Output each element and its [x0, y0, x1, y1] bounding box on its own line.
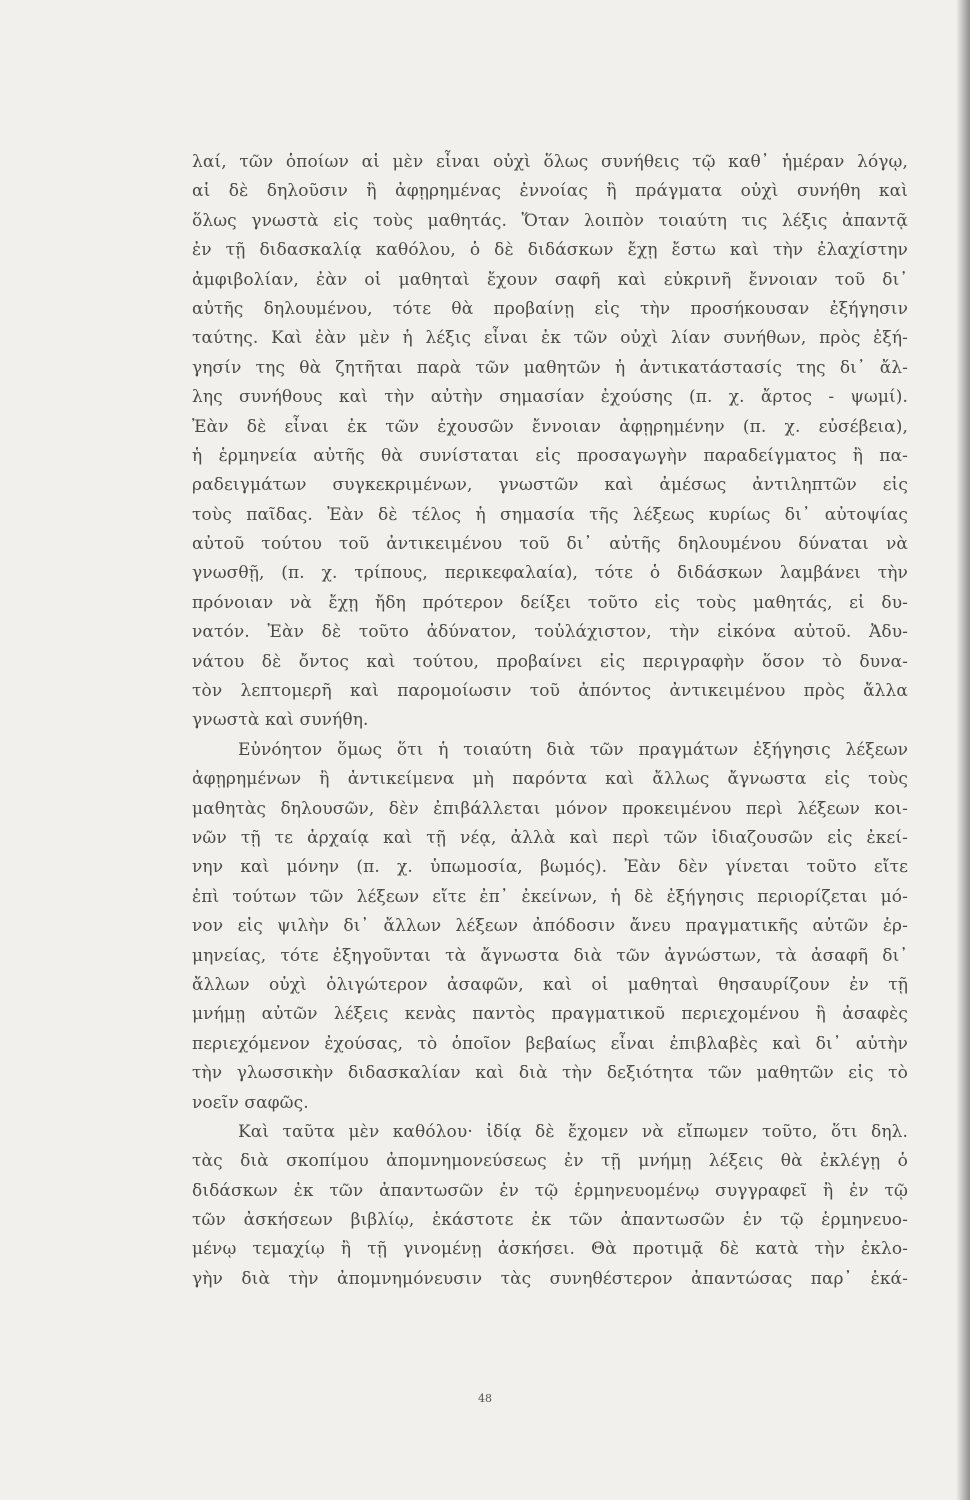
paragraph-3	[192, 1118, 908, 1294]
text-line: Καὶ ταῦτα μὲν καθόλου· ἰδίᾳ δὲ ἔχομεν νὰ εἴπωμεν τοῦτο, ὅτι δηλ.	[238, 1121, 908, 1142]
text-line: μένῳ τεμαχίῳ ἢ τῇ γινομένῃ ἀσκήσει. Θὰ προτιμᾷ δὲ κατὰ τὴν ἐκλο-	[192, 1239, 908, 1260]
text-line: ἐν τῇ διδασκαλίᾳ καθόλου, ὁ δὲ διδάσκων ἔχῃ ἔστω καὶ τὴν ἐλαχίστην	[192, 240, 908, 261]
text-line: νῶν τῇ τε ἀρχαίᾳ καὶ τῇ νέᾳ, ἀλλὰ καὶ περὶ τῶν ἰδιαζουσῶν εἰς ἐκεί-	[192, 827, 908, 848]
text-line: λαί, τῶν ὁποίων αἱ μὲν εἶναι οὐχὶ ὅλως συνήθεις τῷ καθ᾽ ἡμέραν λόγῳ,	[192, 152, 908, 172]
text-line: ἐπὶ τούτων τῶν λέξεων εἴτε ἐπ᾽ ἐκείνων, ἡ δὲ ἐξήγησις περιορίζεται μό-	[192, 886, 908, 907]
text-line: ἀμφιβολίαν, ἐὰν οἱ μαθηταὶ ἔχουν σαφῆ καὶ εὐκρινῆ ἔννοιαν τοῦ δι᾽	[192, 269, 908, 290]
text-line: τὰς διὰ σκοπίμου ἀπομνημονεύσεως ἐν τῇ μνήμῃ λέξεις θὰ ἐκλέγῃ ὁ	[192, 1151, 908, 1172]
page-text-body	[192, 148, 908, 1294]
text-line: γνωσθῇ, (π. χ. τρίπους, περικεφαλαία), τότε ὁ διδάσκων λαμβάνει τὴν	[192, 563, 908, 584]
text-line: ἄλλων οὐχὶ ὀλιγώτερον ἀσαφῶν, καὶ οἱ μαθηταὶ θησαυρίζουν ἐν τῇ	[192, 974, 908, 995]
text-line: διδάσκων ἐκ τῶν ἀπαντωσῶν ἐν τῷ ἑρμηνευομένῳ συγγραφεῖ ἢ ἐν τῷ	[192, 1180, 908, 1201]
text-line: περιεχόμενον ἐχούσας, τὸ ὁποῖον βεβαίως εἶναι ἐπιβλαβὲς καὶ δι᾽ αὐτὴν	[192, 1033, 908, 1054]
page-number: 48	[478, 1392, 492, 1405]
text-line: ὅλως γνωστὰ εἰς τοὺς μαθητάς. Ὅταν λοιπὸν τοιαύτη τις λέξις ἀπαντᾷ	[192, 210, 908, 231]
text-line: μαθητὰς δηλουσῶν, δὲν ἐπιβάλλεται μόνον προκειμένου περὶ λέξεων κοι-	[192, 798, 908, 819]
text-line: μνήμῃ αὐτῶν λέξεις κενὰς παντὸς πραγματικοῦ περιεχομένου ἢ ἀσαφὲς	[192, 1004, 908, 1025]
text-line: μηνείας, τότε ἐξηγοῦνται τὰ ἄγνωστα διὰ τῶν ἀγνώστων, τὰ ἀσαφῆ δι᾽	[192, 945, 908, 966]
paragraph-1	[192, 148, 908, 736]
text-line: νάτου δὲ ὄντος καὶ τούτου, προβαίνει εἰς περιγραφὴν ὅσον τὸ δυνα-	[192, 651, 908, 672]
text-line: αὐτοῦ τούτου τοῦ ἀντικειμένου τοῦ δι᾽ αὐτῆς δηλουμένου δύναται νὰ	[192, 534, 908, 555]
text-line: ἡ ἑρμηνεία αὐτῆς θὰ συνίσταται εἰς προσαγωγὴν παραδείγματος ἢ πα-	[192, 445, 908, 466]
text-line: νον εἰς ψιλὴν δι᾽ ἄλλων λέξεων ἀπόδοσιν ἄνευ πραγματικῆς αὐτῶν ἑρ-	[192, 916, 908, 937]
paragraph-2	[192, 736, 908, 1118]
text-line: νοεῖν σαφῶς.	[192, 1092, 309, 1113]
text-line: ραδειγμάτων συγκεκριμένων, γνωστῶν καὶ ἀμέσως ἀντιληπτῶν εἰς	[192, 475, 908, 496]
text-line: λης συνήθους καὶ τὴν αὐτὴν σημασίαν ἐχούσης (π. χ. ἄρτος - ψωμί).	[192, 387, 908, 408]
text-line: τοὺς παῖδας. Ἐὰν δὲ τέλος ἡ σημασία τῆς λέξεως κυρίως δι᾽ αὐτοψίας	[192, 504, 908, 525]
text-line: γνωστὰ καὶ συνήθη.	[192, 710, 369, 731]
text-line: Ἐὰν δὲ εἶναι ἐκ τῶν ἐχουσῶν ἔννοιαν ἀφῃρημένην (π. χ. εὐσέβεια),	[192, 416, 908, 437]
text-line: γησίν της θὰ ζητῆται παρὰ τῶν μαθητῶν ἡ ἀντικατάστασίς της δι᾽ ἄλ-	[192, 357, 908, 378]
page-edge-shadow	[956, 0, 970, 1500]
text-line: Εὐνόητον ὅμως ὅτι ἡ τοιαύτη διὰ τῶν πραγμάτων ἐξήγησις λέξεων	[238, 739, 908, 760]
text-line: νην καὶ μόνην (π. χ. ὑπωμοσία, βωμός). Ἐὰν δὲν γίνεται τοῦτο εἴτε	[192, 857, 908, 878]
text-line: τὸν λεπτομερῆ καὶ παρομοίωσιν τοῦ ἀπόντος ἀντικειμένου πρὸς ἄλλα	[192, 681, 908, 702]
text-line: πρόνοιαν νὰ ἔχῃ ἤδη πρότερον δείξει τοῦτο εἰς τοὺς μαθητάς, εἰ δυ-	[192, 592, 908, 613]
text-line: ταύτης. Καὶ ἐὰν μὲν ἡ λέξις εἶναι ἐκ τῶν οὐχὶ λίαν συνήθων, πρὸς ἐξή-	[192, 328, 908, 349]
text-line: ἀφῃρημένων ἢ ἀντικείμενα μὴ παρόντα καὶ ἄλλως ἄγνωστα εἰς τοὺς	[192, 769, 908, 790]
text-line: τῶν ἀσκήσεων βιβλίῳ, ἑκάστοτε ἐκ τῶν ἀπαντωσῶν ἐν τῷ ἑρμηνευο-	[192, 1210, 908, 1231]
text-line: αὐτῆς δηλουμένου, τότε θὰ προβαίνῃ εἰς τὴν προσήκουσαν ἐξήγησιν	[192, 298, 908, 319]
text-line: τὴν γλωσσικὴν διδασκαλίαν καὶ διὰ τὴν δεξιότητα τῶν μαθητῶν εἰς τὸ	[192, 1063, 908, 1084]
text-line: αἱ δὲ δηλοῦσιν ἢ ἀφῃρημένας ἐννοίας ἢ πράγματα οὐχὶ συνήθη καὶ	[192, 181, 908, 202]
text-line: γὴν διὰ τὴν ἀπομνημόνευσιν τὰς συνηθέστερον ἀπαντώσας παρ᾽ ἑκά-	[192, 1268, 908, 1289]
text-line: νατόν. Ἐὰν δὲ τοῦτο ἀδύνατον, τοὐλάχιστον, τὴν εἰκόνα αὐτοῦ. Ἀδυ-	[192, 622, 908, 643]
